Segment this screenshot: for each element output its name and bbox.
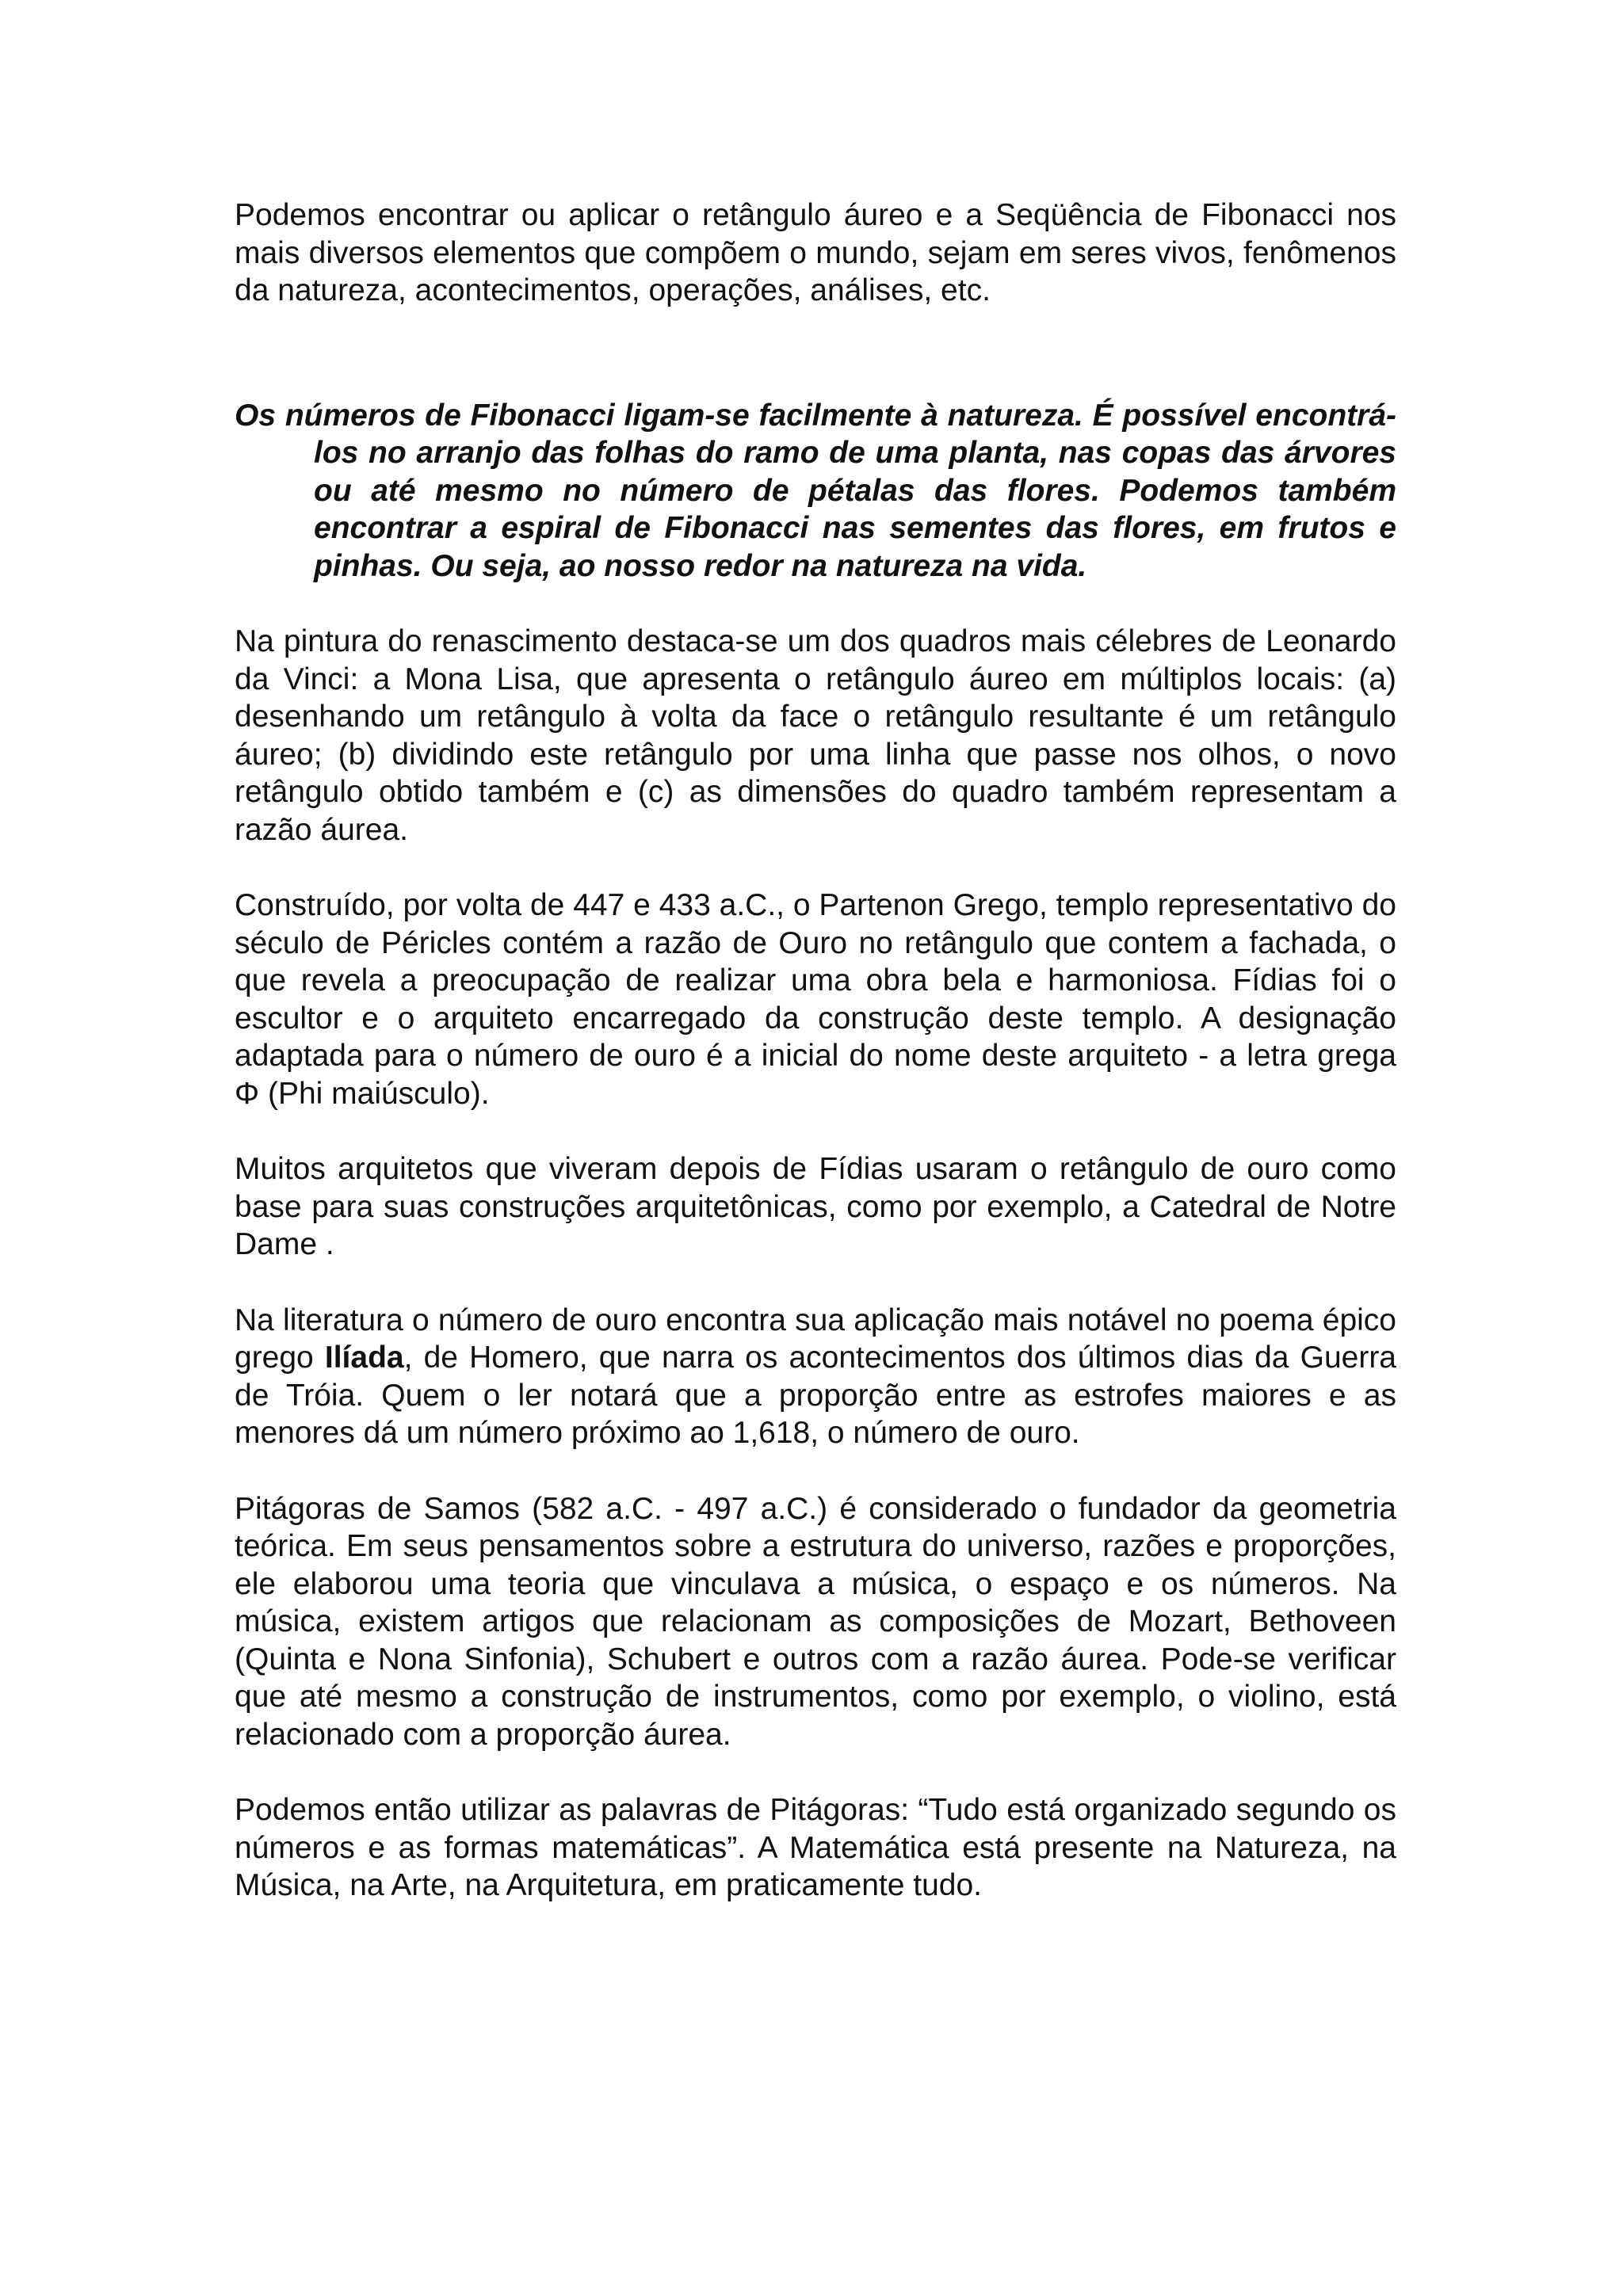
iliada-title: Ilíada [324, 1341, 404, 1375]
mona-lisa-paragraph: Na pintura do renascimento destaca-se um dos quadros mais célebres de Leonardo da Vinci: a Mona Lisa, que apresenta o retângulo áureo em múltiplos locais: (a) desenhando um retângulo à volta da face o retângulo resultante é um retângulo áureo; (b) dividindo este retângulo por uma linha que passe nos olhos, o novo retângulo obtido também e (c) as dimensões do quadro também representam a razão áurea. [235, 624, 1396, 847]
literature-paragraph [235, 1302, 1396, 1452]
literature-text-start: Na literatura o número de ouro encontra sua aplicação mais notável no poema épico grego [235, 1302, 1396, 1375]
intro-paragraph: Podemos encontrar ou aplicar o retângulo áureo e a Seqüência de Fibonacci nos mais diversos elementos que compõem o mundo, sejam em seres vivos, fenômenos da natureza, acontecimentos, operações, análises, etc. [235, 198, 1396, 307]
partenon-paragraph: Construído, por volta de 447 e 433 a.C., o Partenon Grego, templo representativo do século de Péricles contém a razão de Ouro no retângulo que contem a fachada, o que revela a preocupação de realizar uma obra bela e harmoniosa. Fídias foi o escultor e o arquiteto encarregado da construção deste templo. A designação adaptada para o número de ouro é a inicial do nome deste arquiteto - a letra grega Φ (Phi maiúsculo). [235, 888, 1396, 1111]
document-body [235, 196, 1396, 1943]
pitagoras-paragraph: Pitágoras de Samos (582 a.C. - 497 a.C.) é considerado o fundador da geometria teórica. Em seus pensamentos sobre a estrutura do universo, razões e proporções, ele elaborou uma teoria que vinculava a música, o espaço e os números. Na música, existem artigos que relacionam as composições de Mozart, Bethoveen (Quinta e Nona Sinfonia), Schubert e outros com a razão áurea. Pode-se verificar que até mesmo a construção de instrumentos, como por exemplo, o violino, está relacionado com a proporção áurea. [235, 1491, 1396, 1752]
fibonacci-nature-quote: Os números de Fibonacci ligam-se facilmente à natureza. É possível encontrá-los no arranjo das folhas do ramo de uma planta, nas copas das árvores ou até mesmo no número de pétalas das flores. Podemos também encontrar a espiral de Fibonacci nas sementes das flores, em frutos e pinhas. Ou seja, ao nosso redor na natureza na vida. [235, 398, 1396, 583]
conclusion-paragraph: Podemos então utilizar as palavras de Pitágoras: “Tudo está organizado segundo os números e as formas matemáticas”. A Matemática está presente na Natureza, na Música, na Arte, na Arquitetura, em praticamente tudo. [235, 1793, 1396, 1902]
architects-paragraph: Muitos arquitetos que viveram depois de Fídias usaram o retângulo de ouro como base para suas construções arquitetônicas, como por exemplo, a Catedral de Notre Dame . [235, 1152, 1396, 1261]
literature-text-end: , de Homero, que narra os acontecimentos dos últimos dias da Guerra de Tróia. Quem o ler notará que a proporção entre as estrofes maiores e as menores dá um número próximo ao 1,618, o número de ouro. [235, 1341, 1396, 1450]
